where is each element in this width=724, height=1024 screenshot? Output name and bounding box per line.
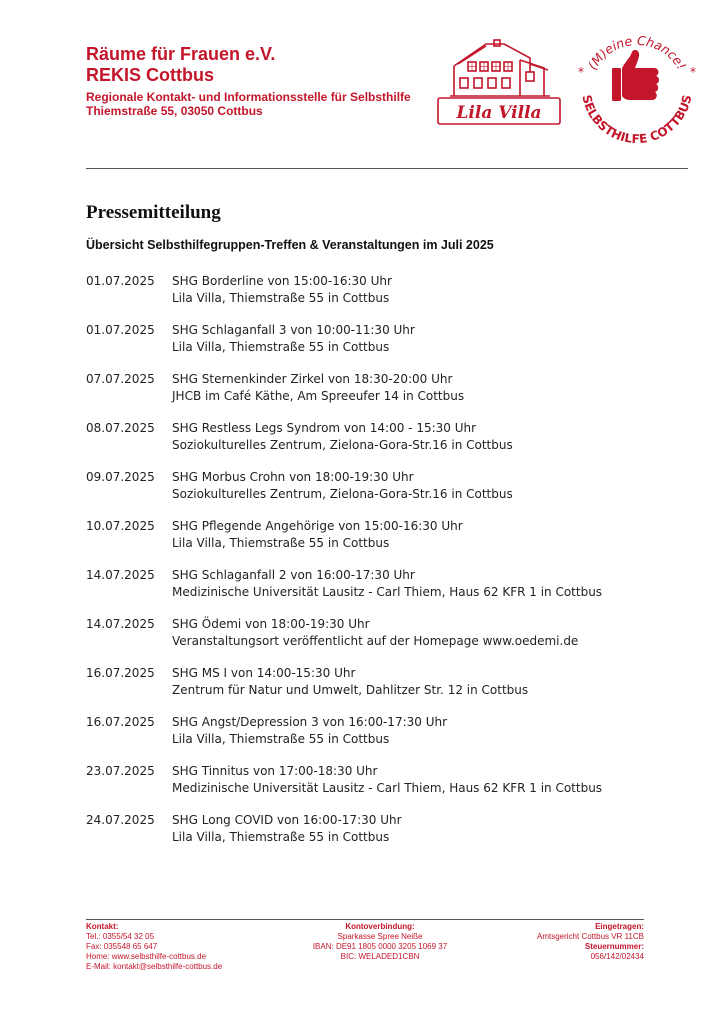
- event-date: 09.07.2025: [86, 470, 155, 484]
- footer-fax: Fax: 035548 65 647: [86, 942, 158, 951]
- press-release-subtitle: Übersicht Selbsthilfegruppen-Treffen & Veranstaltungen im Juli 2025: [86, 238, 494, 252]
- event-date: 24.07.2025: [86, 813, 155, 827]
- event-item: [86, 519, 686, 568]
- event-location: Medizinische Universität Lausitz - Carl Thiem, Haus 62 KFR 1 in Cottbus: [172, 585, 603, 599]
- event-location: Lila Villa, Thiemstraße 55 in Cottbus: [172, 732, 390, 746]
- svg-text:*: *: [578, 65, 584, 79]
- event-location: Soziokulturelles Zentrum, Zielona-Gora-Str.16 in Cottbus: [172, 487, 513, 501]
- footer-bank: [270, 922, 490, 962]
- event-location: Veranstaltungsort veröffentlicht auf der Homepage www.oedemi.de: [172, 634, 579, 648]
- event-title: SHG Morbus Crohn von 18:00-19:30 Uhr: [172, 470, 414, 484]
- event-date: 10.07.2025: [86, 519, 155, 533]
- event-date: 14.07.2025: [86, 568, 155, 582]
- event-item: [86, 568, 686, 617]
- event-location: Medizinische Universität Lausitz - Carl Thiem, Haus 62 KFR 1 in Cottbus: [172, 781, 603, 795]
- footer-tax-number: 056/142/02434: [590, 952, 644, 961]
- event-title: SHG Long COVID von 16:00-17:30 Uhr: [172, 813, 402, 827]
- svg-text:SELBSTHILFE COTTBUS: [579, 94, 694, 147]
- press-release-title: Pressemitteilung: [86, 202, 221, 223]
- event-date: 14.07.2025: [86, 617, 155, 631]
- event-date: 01.07.2025: [86, 274, 155, 288]
- event-title: SHG Tinnitus von 17:00-18:30 Uhr: [172, 764, 378, 778]
- event-title: SHG MS I von 14:00-15:30 Uhr: [172, 666, 356, 680]
- event-title: SHG Borderline von 15:00-16:30 Uhr: [172, 274, 392, 288]
- event-location: Lila Villa, Thiemstraße 55 in Cottbus: [172, 536, 390, 550]
- footer-email[interactable]: E-Mail: kontakt@selbsthilfe-cottbus.de: [86, 962, 223, 971]
- event-title: SHG Restless Legs Syndrom von 14:00 - 15:30 Uhr: [172, 421, 477, 435]
- org-address: Thiemstraße 55, 03050 Cottbus: [86, 104, 263, 118]
- event-item: [86, 323, 686, 372]
- seal-bottom-text: SELBSTHILFE COTTBUS: [579, 93, 695, 147]
- event-location: JHCB im Café Käthe, Am Spreeufer 14 in Cottbus: [172, 389, 465, 403]
- event-title: SHG Sternenkinder Zirkel von 18:30-20:00 Uhr: [172, 372, 453, 386]
- event-location: Lila Villa, Thiemstraße 55 in Cottbus: [172, 291, 390, 305]
- event-item: [86, 764, 686, 813]
- event-location: Lila Villa, Thiemstraße 55 in Cottbus: [172, 340, 390, 354]
- selbsthilfe-seal-logo: [568, 28, 706, 156]
- footer-divider: [86, 919, 644, 920]
- footer-bic: BIC: WELADED1CBN: [340, 952, 420, 961]
- svg-text:*: *: [690, 65, 696, 79]
- footer-iban: IBAN: DE91 1805 0000 3205 1069 37: [312, 942, 448, 951]
- event-title: SHG Schlaganfall 2 von 16:00-17:30 Uhr: [172, 568, 415, 582]
- org-name: Räume für Frauen e.V.: [86, 44, 276, 64]
- org-subname: REKIS Cottbus: [86, 65, 214, 85]
- event-date: 16.07.2025: [86, 715, 155, 729]
- event-title: SHG Angst/Depression 3 von 16:00-17:30 Uhr: [172, 715, 448, 729]
- event-location: Zentrum für Natur und Umwelt, Dahlitzer Str. 12 in Cottbus: [172, 683, 529, 697]
- footer-bank-name: Sparkasse Spree Neiße: [337, 932, 423, 941]
- event-item: [86, 666, 686, 715]
- event-date: 23.07.2025: [86, 764, 155, 778]
- event-title: SHG Pflegende Angehörige von 15:00-16:30 Uhr: [172, 519, 463, 533]
- event-date: 01.07.2025: [86, 323, 155, 337]
- event-location: Soziokulturelles Zentrum, Zielona-Gora-Str.16 in Cottbus: [172, 438, 513, 452]
- event-date: 07.07.2025: [86, 372, 155, 386]
- event-item: [86, 617, 686, 666]
- footer-court: Amtsgericht Cottbus VR 11CB: [536, 932, 644, 941]
- event-item: [86, 470, 686, 519]
- footer-bank-label: Kontoverbindung:: [345, 922, 415, 931]
- footer-home[interactable]: Home: www.selbsthilfe-cottbus.de: [86, 952, 207, 961]
- event-title: SHG Schlaganfall 3 von 10:00-11:30 Uhr: [172, 323, 415, 337]
- organization-header: [86, 44, 411, 118]
- event-date: 08.07.2025: [86, 421, 155, 435]
- header-divider: [86, 168, 688, 169]
- seal-top-text: (M)eine Chance!: [584, 32, 690, 73]
- footer-contact: [86, 922, 222, 972]
- lila-villa-logo: [434, 38, 564, 128]
- footer-register: [470, 922, 644, 962]
- footer-tel: Tel.: 0355/54 32 05: [86, 932, 155, 941]
- lila-villa-text: Lila Villa: [456, 103, 542, 123]
- footer-tax-label: Steuernummer:: [584, 942, 644, 951]
- event-title: SHG Ödemi von 18:00-19:30 Uhr: [172, 617, 370, 631]
- event-item: [86, 421, 686, 470]
- thumbs-up-icon: [612, 50, 659, 101]
- footer-contact-label: Kontakt:: [86, 922, 119, 931]
- event-list: [86, 274, 686, 862]
- event-date: 16.07.2025: [86, 666, 155, 680]
- footer-register-label: Eingetragen:: [595, 922, 644, 931]
- event-item: [86, 274, 686, 323]
- event-item: [86, 813, 686, 862]
- event-location: Lila Villa, Thiemstraße 55 in Cottbus: [172, 830, 390, 844]
- event-item: [86, 372, 686, 421]
- org-tagline: Regionale Kontakt- und Informationsstelle für Selbsthilfe: [86, 90, 411, 104]
- event-item: [86, 715, 686, 764]
